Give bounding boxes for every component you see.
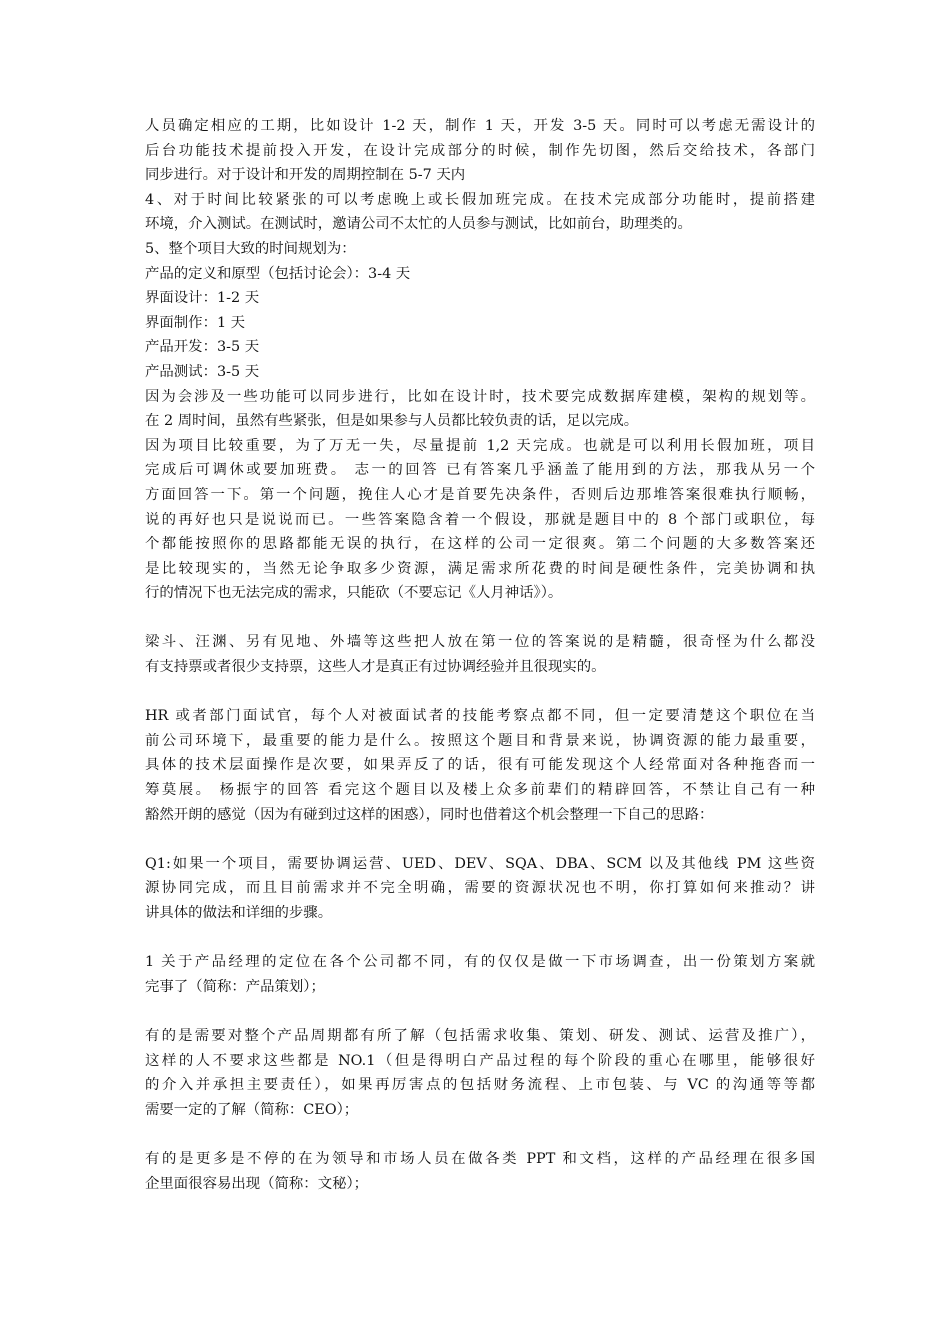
text-line: 因为会涉及一些功能可以同步进行，比如在设计时，技术要完成数据库建模，架构的规划等。 — [145, 388, 815, 405]
document-body — [145, 114, 815, 1196]
paragraph-gap — [145, 1122, 815, 1147]
text-line: 个都能按照你的思路都能无误的执行，在这样的公司一定很爽。第二个问题的大多数答案还 — [145, 536, 815, 553]
text-line: 同步进行。对于设计和开发的周期控制在 5-7 天内 — [145, 167, 466, 184]
text-line: 1 关于产品经理的定位在各个公司都不同，有的仅仅是做一下市场调查，出一份策划方案就 — [145, 954, 815, 971]
text-line: 产品开发：3-5 天 — [145, 339, 260, 356]
text-line: 梁斗、汪渊、另有见地、外墙等这些把人放在第一位的答案说的是精髓，很奇怪为什么都没 — [145, 634, 815, 651]
text-line: 在 2 周时间，虽然有些紧张，但是如果参与人员都比较负责的话，足以完成。 — [145, 413, 639, 430]
text-line: 产品的定义和原型（包括讨论会）：3-4 天 — [145, 265, 411, 282]
text-line: 有的是更多是不停的在为领导和市场人员在做各类 PPT 和文档，这样的产品经理在很多国 — [145, 1150, 815, 1167]
text-line: 后台功能技术提前投入开发，在设计完成部分的时候，制作先切图，然后交给技术，各部门 — [145, 142, 815, 159]
text-line: 需要一定的了解（简称：CEO）； — [145, 1101, 359, 1118]
text-line: 这样的人不要求这些都是 NO.1（但是得明白产品过程的每个阶段的重心在哪里，能够很好 — [145, 1052, 815, 1069]
text-line: 行的情况下也无法完成的需求，只能砍（不要忘记《人月神话》）。 — [145, 585, 563, 602]
text-line: Q1:如果一个项目，需要协调运营、UED、DEV、SQA、DBA、SCM 以及其他线 PM 这些资 — [145, 855, 815, 872]
text-line: 方面回答一下。第一个问题，挽住人心才是首要先决条件，否则后边那堆答案很难执行顺畅， — [145, 486, 815, 503]
text-line: 企里面很容易出现（简称：文秘）； — [145, 1175, 369, 1192]
paragraph-gap — [145, 926, 815, 951]
text-line: 豁然开朗的感觉（因为有碰到过这样的困惑），同时也借着这个机会整理一下自己的思路： — [145, 806, 714, 823]
text-line: 界面制作：1 天 — [145, 314, 246, 331]
text-line: 讲具体的做法和详细的步骤。 — [145, 905, 333, 921]
text-line: 的介入并承担主要责任），如果再厉害点的包括财务流程、上市包装、与 VC 的沟通等等都 — [145, 1077, 815, 1094]
paragraph-gap — [145, 606, 815, 631]
text-line: 筹莫展。 杨振宇的回答 看完这个题目以及楼上众多前辈们的精辟回答，不禁让自己有一种 — [145, 782, 815, 799]
text-line: 完成后可调休或要加班费。 志一的回答 已有答案几乎涵盖了能用到的方法，那我从另一个 — [145, 462, 815, 479]
text-line: 产品测试：3-5 天 — [145, 363, 260, 380]
paragraph-gap — [145, 999, 815, 1024]
text-line: 说的再好也只是说说而已。一些答案隐含着一个假设，那就是题目中的 8 个部门或职位，每 — [145, 511, 815, 528]
text-line: 有的是需要对整个产品周期都有所了解（包括需求收集、策划、研发、测试、运营及推广）， — [145, 1027, 815, 1044]
text-line: 有支持票或者很少支持票，这些人才是真正有过协调经验并且很现实的。 — [145, 659, 606, 676]
text-line: 完事了（简称：产品策划）； — [145, 978, 325, 995]
text-line: 界面设计：1-2 天 — [145, 290, 260, 307]
text-line: 是比较现实的，当然无论争取多少资源，满足需求所花费的时间是硬性条件，完美协调和执 — [145, 560, 815, 577]
text-line: 4、对于时间比较紧张的可以考虑晚上或长假加班完成。在技术完成部分功能时，提前搭建 — [145, 191, 815, 208]
text-line: 5、整个项目大致的时间规划为： — [145, 240, 356, 257]
paragraph-gap — [145, 680, 815, 705]
paragraph-gap — [145, 827, 815, 852]
text-line: 具体的技术层面操作是次要，如果弄反了的话，很有可能发现这个人经常面对各种拖沓而一 — [145, 757, 815, 774]
text-line: 源协同完成，而且目前需求并不完全明确，需要的资源状况也不明，你打算如何来推动？讲 — [145, 880, 815, 897]
text-line: HR 或者部门面试官，每个人对被面试者的技能考察点都不同，但一定要清楚这个职位在当 — [145, 708, 815, 725]
text-line: 前公司环境下，最重要的能力是什么。按照这个题目和背景来说，协调资源的能力最重要， — [145, 732, 815, 749]
text-line: 因为项目比较重要，为了万无一失，尽量提前 1,2 天完成。也就是可以利用长假加班，项目 — [145, 437, 815, 454]
text-line: 人员确定相应的工期，比如设计 1-2 天，制作 1 天，开发 3-5 天。同时可以考虑无需设计的 — [145, 118, 815, 134]
text-line: 环境，介入测试。在测试时，邀请公司不太忙的人员参与测试，比如前台，助理类的。 — [145, 216, 692, 233]
